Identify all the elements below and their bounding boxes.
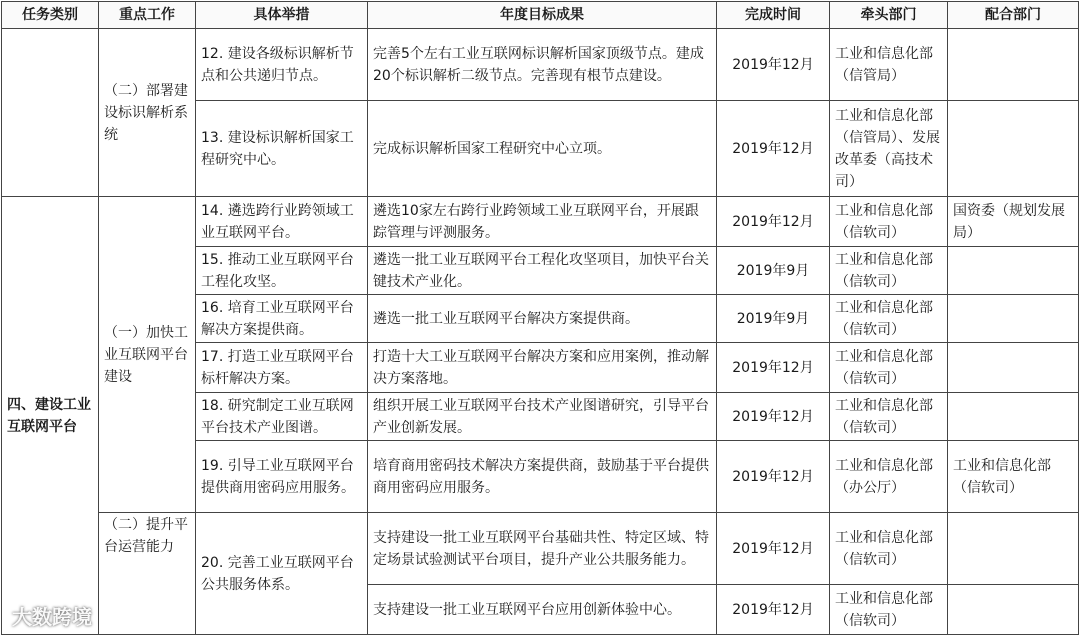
lead-dept-cell: 工业和信息化部（信管局） xyxy=(830,29,948,101)
coop-dept-cell: 国资委（规划发展局） xyxy=(948,197,1079,247)
measure-cell: 18. 研究制定工业互联网平台技术产业图谱。 xyxy=(196,393,368,441)
lead-dept-cell: 工业和信息化部（信软司） xyxy=(830,585,948,635)
header-key-work: 重点工作 xyxy=(99,2,196,29)
category-text: 四、建设工业互联网平台 xyxy=(7,396,91,435)
header-target: 年度目标成果 xyxy=(368,2,717,29)
key-work-cell: （二）部署建设标识解析系统 xyxy=(99,29,196,197)
lead-dept-cell: 工业和信息化部（信软司） xyxy=(830,393,948,441)
category-cell xyxy=(2,29,99,197)
category-cell xyxy=(2,197,99,635)
coop-dept-cell xyxy=(948,343,1079,393)
key-work-cell: （一）加快工业互联网平台建设 xyxy=(99,197,196,513)
target-cell: 完成标识解析国家工程研究中心立项。 xyxy=(368,101,717,197)
coop-dept-cell xyxy=(948,29,1079,101)
header-lead-dept: 牵头部门 xyxy=(830,2,948,29)
time-cell: 2019年12月 xyxy=(717,101,830,197)
time-cell: 2019年12月 xyxy=(717,29,830,101)
coop-dept-cell xyxy=(948,101,1079,197)
watermark: 大数跨境 xyxy=(12,605,92,629)
table-row xyxy=(2,29,1079,101)
measure-cell: 13. 建设标识解析国家工程研究中心。 xyxy=(196,101,368,197)
target-cell: 完善5个左右工业互联网标识解析国家顶级节点。建成20个标识解析二级节点。完善现有根节点建设。 xyxy=(368,29,717,101)
time-cell: 2019年12月 xyxy=(717,585,830,635)
time-cell: 2019年12月 xyxy=(717,513,830,585)
coop-dept-cell xyxy=(948,247,1079,295)
time-cell: 2019年9月 xyxy=(717,247,830,295)
coop-dept-cell xyxy=(948,393,1079,441)
measure-cell: 19. 引导工业互联网平台提供商用密码应用服务。 xyxy=(196,441,368,513)
target-cell: 培育商用密码技术解决方案提供商，鼓励基于平台提供商用密码应用服务。 xyxy=(368,441,717,513)
measure-cell: 14. 遴选跨行业跨领域工业互联网平台。 xyxy=(196,197,368,247)
coop-dept-cell xyxy=(948,585,1079,635)
measure-cell: 16. 培育工业互联网平台解决方案提供商。 xyxy=(196,295,368,343)
target-cell: 支持建设一批工业互联网平台基础共性、特定区域、特定场景试验测试平台项目，提升产业公共服务能力。 xyxy=(368,513,717,585)
header-time: 完成时间 xyxy=(717,2,830,29)
lead-dept-cell: 工业和信息化部（信软司） xyxy=(830,295,948,343)
coop-dept-cell xyxy=(948,513,1079,585)
coop-dept-cell xyxy=(948,295,1079,343)
lead-dept-cell: 工业和信息化部（信管局）、发展改革委（高技术司） xyxy=(830,101,948,197)
time-cell: 2019年12月 xyxy=(717,441,830,513)
coop-dept-cell: 工业和信息化部（信软司） xyxy=(948,441,1079,513)
target-cell: 遴选10家左右跨行业跨领域工业互联网平台，开展跟踪管理与评测服务。 xyxy=(368,197,717,247)
target-cell: 组织开展工业互联网平台技术产业图谱研究，引导平台产业创新发展。 xyxy=(368,393,717,441)
header-coop-dept: 配合部门 xyxy=(948,2,1079,29)
target-cell: 打造十大工业互联网平台解决方案和应用案例，推动解决方案落地。 xyxy=(368,343,717,393)
target-cell: 支持建设一批工业互联网平台应用创新体验中心。 xyxy=(368,585,717,635)
lead-dept-cell: 工业和信息化部（信软司） xyxy=(830,247,948,295)
measure-cell: 20. 完善工业互联网平台公共服务体系。 xyxy=(196,513,368,635)
target-cell: 遴选一批工业互联网平台工程化攻坚项目，加快平台关键技术产业化。 xyxy=(368,247,717,295)
time-cell: 2019年12月 xyxy=(717,343,830,393)
header-measure: 具体举措 xyxy=(196,2,368,29)
lead-dept-cell: 工业和信息化部（信软司） xyxy=(830,343,948,393)
measure-cell: 12. 建设各级标识解析节点和公共递归节点。 xyxy=(196,29,368,101)
target-cell: 遴选一批工业互联网平台解决方案提供商。 xyxy=(368,295,717,343)
table-row xyxy=(2,197,1079,247)
time-cell: 2019年12月 xyxy=(717,197,830,247)
work-plan-table xyxy=(1,1,1079,635)
lead-dept-cell: 工业和信息化部（信软司） xyxy=(830,197,948,247)
lead-dept-cell: 工业和信息化部（信软司） xyxy=(830,513,948,585)
key-work-cell: （二）提升平台运营能力 xyxy=(99,513,196,635)
measure-cell: 17. 打造工业互联网平台标杆解决方案。 xyxy=(196,343,368,393)
header-category: 任务类别 xyxy=(2,2,99,29)
measure-cell: 15. 推动工业互联网平台工程化攻坚。 xyxy=(196,247,368,295)
table-header-row xyxy=(2,2,1079,29)
lead-dept-cell: 工业和信息化部（办公厅） xyxy=(830,441,948,513)
time-cell: 2019年12月 xyxy=(717,393,830,441)
time-cell: 2019年9月 xyxy=(717,295,830,343)
table-row xyxy=(2,513,1079,585)
